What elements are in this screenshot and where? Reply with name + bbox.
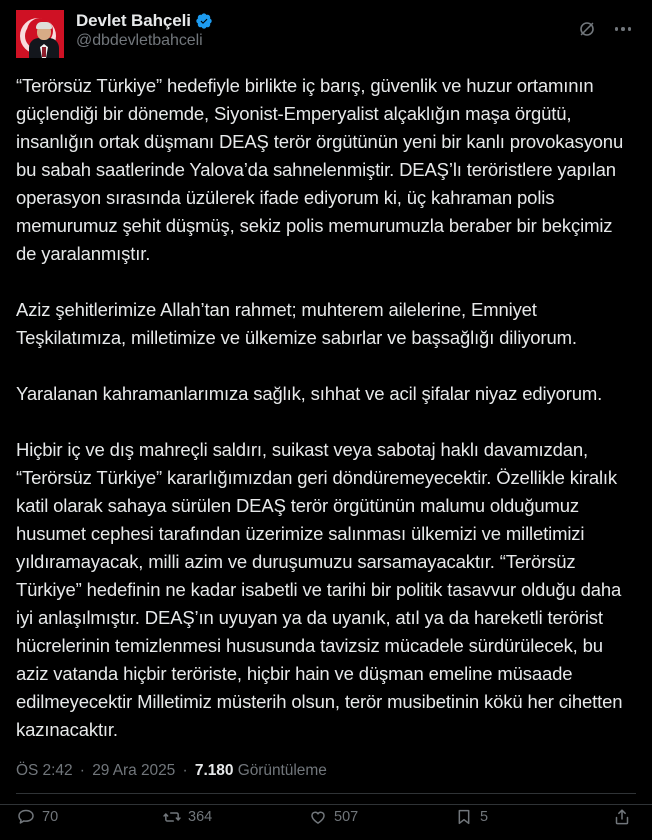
bookmark-button[interactable]	[454, 807, 574, 827]
like-button[interactable]	[308, 807, 454, 827]
share-icon	[612, 807, 632, 827]
tweet-metadata	[0, 762, 652, 780]
grok-icon[interactable]	[572, 14, 602, 44]
tweet-paragraph-3: Yaralanan kahramanlarımıza sağlık, sıhhat ve acil şifalar niyaz ediyorum.	[16, 383, 603, 404]
tweet-paragraph-4: Hiçbir iç ve dış mahreçli saldırı, suikast veya sabotaj haklı davamızdan, “Terörsüz Türkiye” kararlığımızdan geri döndüremeyecektir. Özellikle kiralık katil olarak sahaya sürülen DEAŞ terör örgütünün malumu olduğumuz husumet cephesi tarafından üzerimize salınması ülkemizi ve milletimizi yıldıramayacak, milli azim ve duruşumuzu sarsamayacaktır. “Terörsüz Türkiye” hedefinin ne kadar isabetli ve tarihi bir politik tasavvur olduğu daha iyi anlaşılmıştır. DEAŞ’ın uyuyan ya da uyanık, atıl ya da hareketli terörist hücrelerinin temizlenmesi hususunda tavizsiz mücadele sürdürülecek, bu aziz vatanda hiçbir teröriste, hiçbir hain ve düşman emeline müsaade edilmeyecektir Milletimiz müsterih olsun, terör musibetinin kökü her cihetten kazınacaktır.	[16, 439, 623, 740]
paragraph-gap	[16, 268, 636, 296]
retweet-icon	[162, 807, 182, 827]
reply-count: 70	[42, 809, 59, 825]
avatar[interactable]	[16, 10, 64, 58]
display-name: Devlet Bahçeli	[76, 11, 191, 30]
tweet-text	[0, 72, 652, 744]
paragraph-gap	[16, 408, 636, 436]
tweet-header	[0, 0, 652, 68]
more-options-icon[interactable]	[608, 14, 638, 44]
tweet-time: ÖS 2:42	[16, 762, 73, 779]
account-handle[interactable]: @dbdevletbahceli	[76, 31, 203, 49]
avatar-portrait	[29, 22, 59, 58]
tweet-action-bar	[0, 794, 652, 840]
header-actions	[572, 10, 638, 44]
views-label: Görüntüleme	[237, 762, 327, 779]
like-count: 507	[334, 809, 359, 825]
share-button[interactable]	[612, 807, 638, 827]
tweet-paragraph-2: Aziz şehitlerimize Allah’tan rahmet; muhterem ailelerine, Emniyet Teşkilatımıza, milletimize ve ülkemize sabırlar ve başsağlığı diliyorum.	[16, 299, 577, 348]
tweet-paragraph-1: “Terörsüz Türkiye” hedefiyle birlikte iç barış, güvenlik ve huzur ortamının güçlendiği bir dönemde, Siyonist-Emperyalist alçaklığın maşa örgütü, insanlığın ortak düşmanı DEAŞ terör örgütünün yeni bir kanlı provokasyonu bu sabah saatlerinde Yalova’da sahnelenmiştir. DEAŞ’lı teröristlere yapılan operasyon sırasında üzülerek ifade ediyorum ki, üç kahraman polis memurumuz şehit düşmüş, sekiz polis memurumuzla beraber bir bekçimiz de yaralanmıştır.	[16, 75, 624, 264]
bookmark-icon	[454, 807, 474, 827]
tweet-date: 29 Ara 2025	[92, 762, 176, 779]
account-identity	[76, 10, 572, 50]
reply-button[interactable]	[16, 807, 162, 827]
reply-icon	[16, 807, 36, 827]
views-count: 7.180	[194, 762, 234, 779]
display-name-row[interactable]	[76, 11, 572, 31]
bookmark-count: 5	[480, 809, 489, 825]
meta-separator: ·	[182, 762, 188, 779]
verified-badge-icon	[195, 12, 213, 30]
meta-separator: ·	[79, 762, 85, 779]
paragraph-gap	[16, 352, 636, 380]
heart-icon	[308, 807, 328, 827]
retweet-count: 364	[188, 809, 213, 825]
retweet-button[interactable]	[162, 807, 308, 827]
bottom-divider	[0, 804, 652, 805]
